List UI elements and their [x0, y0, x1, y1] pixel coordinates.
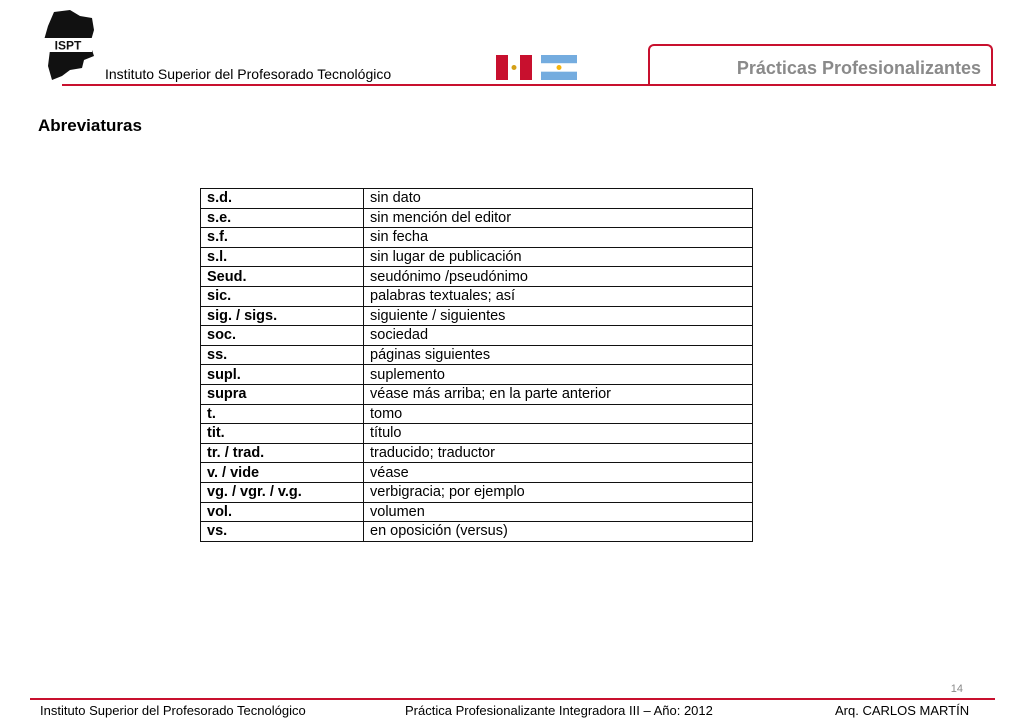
footer-divider	[30, 698, 995, 700]
table-row	[201, 345, 753, 365]
abbreviation-cell: supl.	[201, 365, 364, 385]
meaning-cell: verbigracia; por ejemplo	[364, 482, 753, 502]
table-row	[201, 522, 753, 542]
abbreviation-cell: s.l.	[201, 247, 364, 267]
page-title: Prácticas Profesionalizantes	[736, 58, 981, 78]
section-title: Abreviaturas	[38, 116, 142, 135]
table-row	[201, 228, 753, 248]
table-row	[201, 326, 753, 346]
abbreviation-cell: s.d.	[201, 189, 364, 209]
table-row	[201, 286, 753, 306]
abbreviation-cell: vol.	[201, 502, 364, 522]
meaning-cell: páginas siguientes	[364, 345, 753, 365]
table-row	[201, 208, 753, 228]
table-row	[201, 247, 753, 267]
abbreviation-cell: supra	[201, 384, 364, 404]
meaning-cell: véase	[364, 463, 753, 483]
abbreviation-cell: t.	[201, 404, 364, 424]
svg-text:ISPT: ISPT	[54, 38, 82, 53]
abbreviation-cell: ss.	[201, 345, 364, 365]
meaning-cell: sin fecha	[364, 228, 753, 248]
abbreviation-cell: s.e.	[201, 208, 364, 228]
abbreviation-cell: sig. / sigs.	[201, 306, 364, 326]
meaning-cell: traducido; traductor	[364, 443, 753, 463]
abbreviation-cell: vg. / vgr. / v.g.	[201, 482, 364, 502]
table-row	[201, 443, 753, 463]
abbreviation-cell: sic.	[201, 286, 364, 306]
abbreviation-cell: tr. / trad.	[201, 443, 364, 463]
abbreviation-cell: v. / vide	[201, 463, 364, 483]
institute-name-header: Instituto Superior del Profesorado Tecnológico	[105, 66, 392, 82]
table-row	[201, 424, 753, 444]
footer-course: Práctica Profesionalizante Integradora III – Año: 2012	[405, 703, 713, 718]
table-row	[201, 189, 753, 209]
ispt-logo	[40, 10, 96, 82]
meaning-cell: sin lugar de publicación	[364, 247, 753, 267]
meaning-cell: sin dato	[364, 189, 753, 209]
page-number: 14	[950, 683, 963, 695]
table-row	[201, 463, 753, 483]
footer-institute: Instituto Superior del Profesorado Tecnológico	[40, 703, 306, 718]
table-row	[201, 365, 753, 385]
meaning-cell: sin mención del editor	[364, 208, 753, 228]
abbreviation-cell: Seud.	[201, 267, 364, 287]
table-row	[201, 384, 753, 404]
meaning-cell: en oposición (versus)	[364, 522, 753, 542]
abbreviation-cell: vs.	[201, 522, 364, 542]
meaning-cell: título	[364, 424, 753, 444]
abbreviation-cell: s.f.	[201, 228, 364, 248]
argentina-flag-icon	[541, 55, 577, 80]
meaning-cell: palabras textuales; así	[364, 286, 753, 306]
footer-author: Arq. CARLOS MARTÍN	[835, 703, 970, 718]
meaning-cell: sociedad	[364, 326, 753, 346]
header-divider	[62, 84, 996, 86]
meaning-cell: volumen	[364, 502, 753, 522]
table-row	[201, 306, 753, 326]
meaning-cell: suplemento	[364, 365, 753, 385]
table-row	[201, 267, 753, 287]
table-row	[201, 502, 753, 522]
meaning-cell: seudónimo /pseudónimo	[364, 267, 753, 287]
meaning-cell: siguiente / siguientes	[364, 306, 753, 326]
table-row	[201, 482, 753, 502]
peru-flag-icon	[496, 55, 532, 80]
meaning-cell: tomo	[364, 404, 753, 424]
abbreviation-cell: soc.	[201, 326, 364, 346]
table-row	[201, 404, 753, 424]
abbreviations-table	[200, 188, 753, 542]
abbreviation-cell: tit.	[201, 424, 364, 444]
meaning-cell: véase más arriba; en la parte anterior	[364, 384, 753, 404]
header-title-box	[648, 44, 993, 84]
